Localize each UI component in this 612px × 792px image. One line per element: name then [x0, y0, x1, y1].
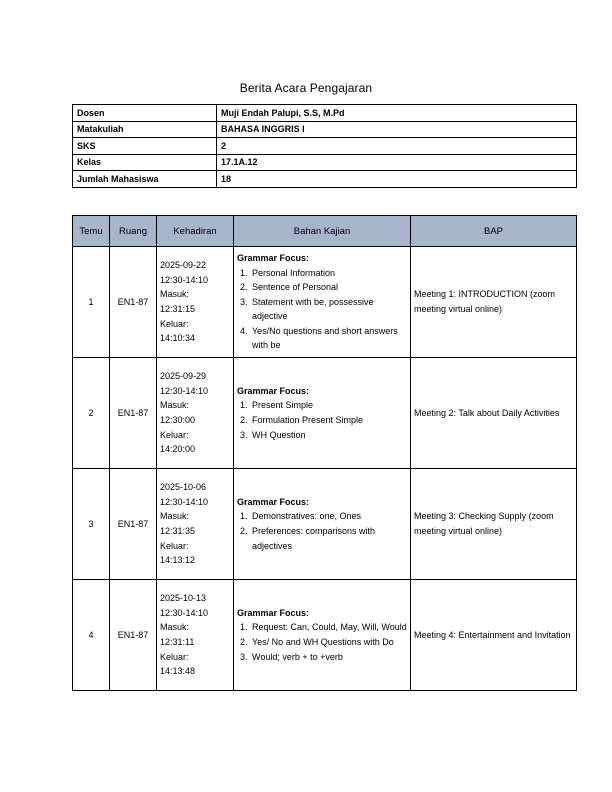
- cell-bahan-kajian: [234, 580, 411, 691]
- cell-bahan-kajian: [234, 247, 411, 358]
- kehadiran-line: 12:31:11: [160, 637, 195, 647]
- table-header-row: [73, 216, 577, 247]
- kehadiran-line: 12:30-14:10: [160, 496, 209, 507]
- bahan-item: 1. Request: Can, Could, May, Will, Would: [250, 620, 407, 635]
- teaching-log-table: [72, 215, 577, 691]
- kehadiran-line: 14:20:00: [160, 444, 196, 455]
- table-row: [73, 247, 577, 358]
- bahan-item: 1. Personal Information: [250, 266, 407, 281]
- table-row: [73, 580, 577, 691]
- cell-ruang: EN1-87: [110, 247, 157, 358]
- info-value: 17.1A.12: [217, 154, 577, 171]
- bahan-title: Grammar Focus:: [237, 252, 310, 263]
- kehadiran-line: Keluar:: [160, 318, 189, 329]
- kehadiran-line: 12:30-14:10: [160, 385, 209, 396]
- kehadiran-line: Keluar:: [160, 540, 189, 551]
- kehadiran-line: 12:31:35: [160, 526, 196, 536]
- bahan-item: 3. Statement with be, possessive adjective: [250, 295, 407, 324]
- kehadiran-line: 14:13:48: [160, 666, 196, 677]
- kehadiran-line: 2025-09-29: [160, 371, 207, 382]
- kehadiran-line: 12:30-14:10: [160, 607, 209, 618]
- bahan-list: [237, 266, 407, 354]
- info-value: Muji Endah Palupi, S.S, M.Pd: [217, 105, 577, 122]
- info-label: Matakuliah: [73, 121, 217, 138]
- cell-kehadiran: [157, 580, 234, 691]
- info-value: 2: [217, 138, 577, 155]
- cell-temu: 2: [73, 358, 110, 469]
- bahan-list: [237, 509, 407, 553]
- bahan-title: Grammar Focus:: [237, 607, 310, 618]
- bahan-list: [237, 398, 407, 442]
- kehadiran-line: 12:30-14:10: [160, 274, 209, 285]
- kehadiran-line: Masuk:: [160, 289, 190, 300]
- kehadiran-line: 14:13:12: [160, 555, 196, 566]
- kehadiran-line: Masuk:: [160, 511, 190, 522]
- kehadiran-line: Keluar:: [160, 429, 189, 440]
- bahan-item: 2. Sentence of Personal: [250, 280, 407, 295]
- bahan-title: Grammar Focus:: [237, 496, 310, 507]
- header-ruang: Ruang: [110, 216, 157, 247]
- bahan-item: 1. Present Simple: [250, 398, 407, 413]
- info-value: 18: [217, 171, 577, 188]
- cell-temu: 3: [73, 469, 110, 580]
- table-row: [73, 469, 577, 580]
- cell-bahan-kajian: [234, 358, 411, 469]
- header-bap: BAP: [411, 216, 577, 247]
- cell-kehadiran: [157, 358, 234, 469]
- header-kehadiran: Kehadiran: [157, 216, 234, 247]
- kehadiran-line: 12:30:00: [160, 415, 196, 425]
- cell-bap: Meeting 3: Checking Supply (zoom meeting virtual online): [411, 469, 577, 580]
- page-title: Berita Acara Pengajaran: [239, 81, 373, 95]
- table-row: [73, 358, 577, 469]
- bahan-item: 3. Would; verb + to +verb: [250, 650, 407, 665]
- kehadiran-line: 2025-10-06: [160, 482, 207, 493]
- kehadiran-line: 12:31:15: [160, 304, 196, 314]
- kehadiran-line: 2025-10-13: [160, 593, 207, 604]
- cell-kehadiran: [157, 469, 234, 580]
- kehadiran-line: 14:10:34: [160, 333, 196, 344]
- bahan-item: 2. Preferences: comparisons with adjectives: [250, 524, 407, 553]
- info-row: [73, 138, 577, 155]
- kehadiran-line: 2025-09-22: [160, 260, 207, 271]
- kehadiran-line: Keluar:: [160, 651, 189, 662]
- cell-bap: Meeting 1: INTRODUCTION (zoom meeting virtual online): [411, 247, 577, 358]
- cell-bap: Meeting 2: Talk about Daily Activities: [411, 358, 577, 469]
- kehadiran-line: Masuk:: [160, 622, 190, 633]
- cell-bap: Meeting 4: Entertainment and Invitation: [411, 580, 577, 691]
- info-row: [73, 154, 577, 171]
- bahan-item: 3. WH Question: [250, 428, 407, 443]
- info-row: [73, 171, 577, 188]
- cell-ruang: EN1-87: [110, 469, 157, 580]
- info-value: BAHASA INGGRIS I: [217, 121, 577, 138]
- info-table: [72, 104, 577, 188]
- cell-temu: 4: [73, 580, 110, 691]
- bahan-title: Grammar Focus:: [237, 385, 310, 396]
- cell-bahan-kajian: [234, 469, 411, 580]
- info-label: Kelas: [73, 154, 217, 171]
- bahan-item: 2. Formulation Present Simple: [250, 413, 407, 428]
- bahan-item: 1. Demonstratives: one, Ones: [250, 509, 407, 524]
- info-row: [73, 121, 577, 138]
- cell-kehadiran: [157, 247, 234, 358]
- info-label: Dosen: [73, 105, 217, 122]
- cell-ruang: EN1-87: [110, 580, 157, 691]
- bahan-list: [237, 620, 407, 664]
- cell-ruang: EN1-87: [110, 358, 157, 469]
- header-temu: Temu: [73, 216, 110, 247]
- bahan-item: 2. Yes/ No and WH Questions with Do: [250, 635, 407, 650]
- cell-temu: 1: [73, 247, 110, 358]
- info-label: SKS: [73, 138, 217, 155]
- bahan-item: 4. Yes/No questions and short answers with be: [250, 324, 407, 353]
- kehadiran-line: Masuk:: [160, 400, 190, 411]
- info-row: [73, 105, 577, 122]
- header-bahan-kajian: Bahan Kajian: [234, 216, 411, 247]
- info-label: Jumlah Mahasiswa: [73, 171, 217, 188]
